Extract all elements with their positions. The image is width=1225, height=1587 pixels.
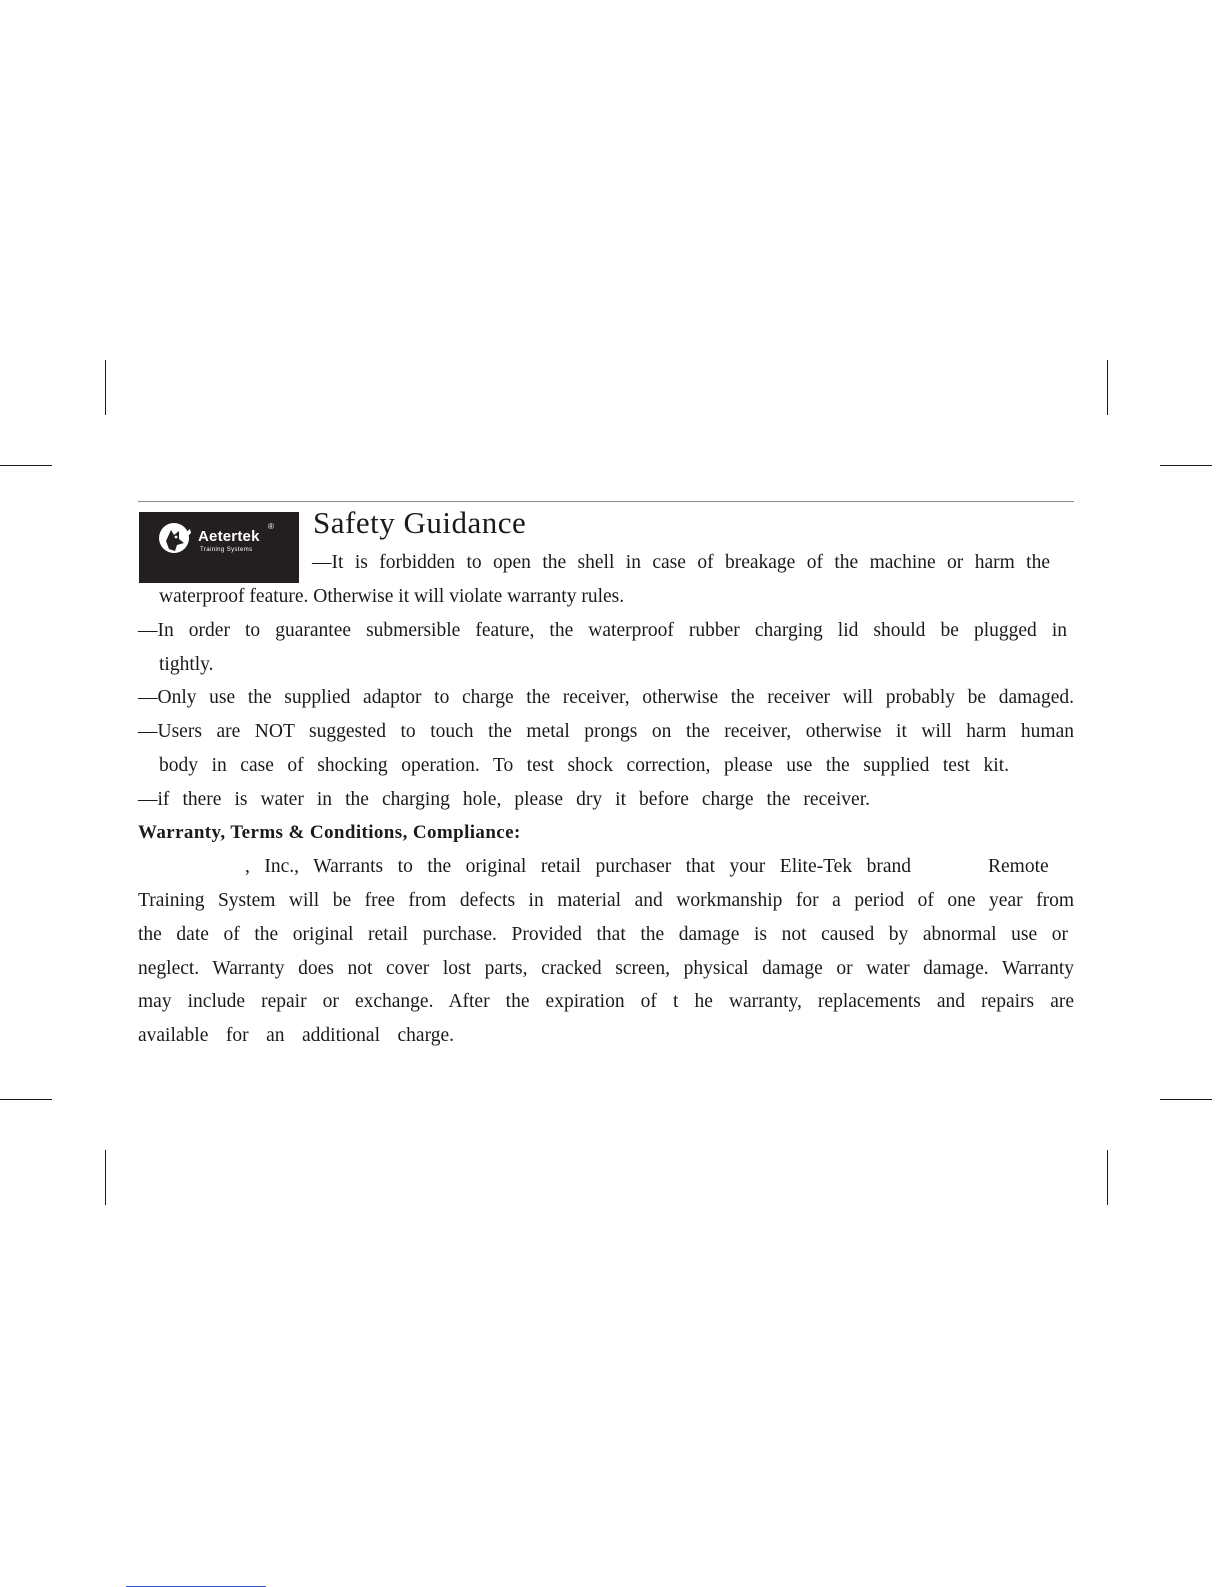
warranty-line: neglect. Warranty does not cover lost parts, cracked screen, physical damage or water damage. Warranty — [138, 958, 1074, 979]
warranty-line: , Inc., Warrants to the original retail purchaser that your Elite-Tek brand — [245, 856, 911, 877]
registered-mark: ® — [268, 522, 274, 531]
crop-mark — [1160, 1099, 1212, 1100]
warranty-line: available for an additional charge. — [138, 1025, 454, 1046]
crop-mark — [1107, 360, 1108, 415]
aetertek-logo — [139, 512, 299, 583]
safety-line: —Only use the supplied adaptor to charge the receiver, otherwise the receiver will probably be damaged. — [138, 687, 1074, 708]
dog-head-icon — [157, 521, 197, 561]
crop-mark — [1160, 465, 1212, 466]
crop-mark — [0, 465, 52, 466]
safety-line: —if there is water in the charging hole, please dry it before charge the receiver. — [138, 789, 870, 810]
safety-line: body in case of shocking operation. To test shock correction, please use the supplied test kit. — [159, 755, 1009, 776]
safety-line: —Users are NOT suggested to touch the metal prongs on the receiver, otherwise it will harm human — [138, 721, 1074, 742]
warranty-line: Remote — [988, 856, 1049, 877]
section-title: Safety Guidance — [313, 505, 527, 540]
top-rule — [138, 501, 1074, 502]
warranty-line: the date of the original retail purchase. Provided that the damage is not caused by abnormal use or — [138, 924, 1068, 945]
warranty-line: Training System will be free from defects in material and workmanship for a period of one year from — [138, 890, 1074, 911]
logo-subtitle: Training Systems — [200, 547, 253, 553]
crop-mark — [1107, 1150, 1108, 1205]
safety-line: waterproof feature. Otherwise it will violate warranty rules. — [159, 586, 625, 607]
crop-mark — [0, 1099, 52, 1100]
safety-line: tightly. — [159, 654, 214, 675]
logo-brand-text: Aetertek — [198, 528, 260, 545]
crop-mark — [105, 1150, 106, 1205]
safety-line: —It is forbidden to open the shell in case of breakage of the machine or harm the — [312, 552, 1050, 573]
safety-line: —In order to guarantee submersible feature, the waterproof rubber charging lid should be plugged in — [138, 620, 1067, 641]
warranty-line: may include repair or exchange. After the expiration of t he warranty, replacements and repairs are — [138, 991, 1074, 1012]
crop-mark — [105, 360, 106, 415]
warranty-heading: Warranty, Terms & Conditions, Compliance: — [138, 822, 521, 843]
